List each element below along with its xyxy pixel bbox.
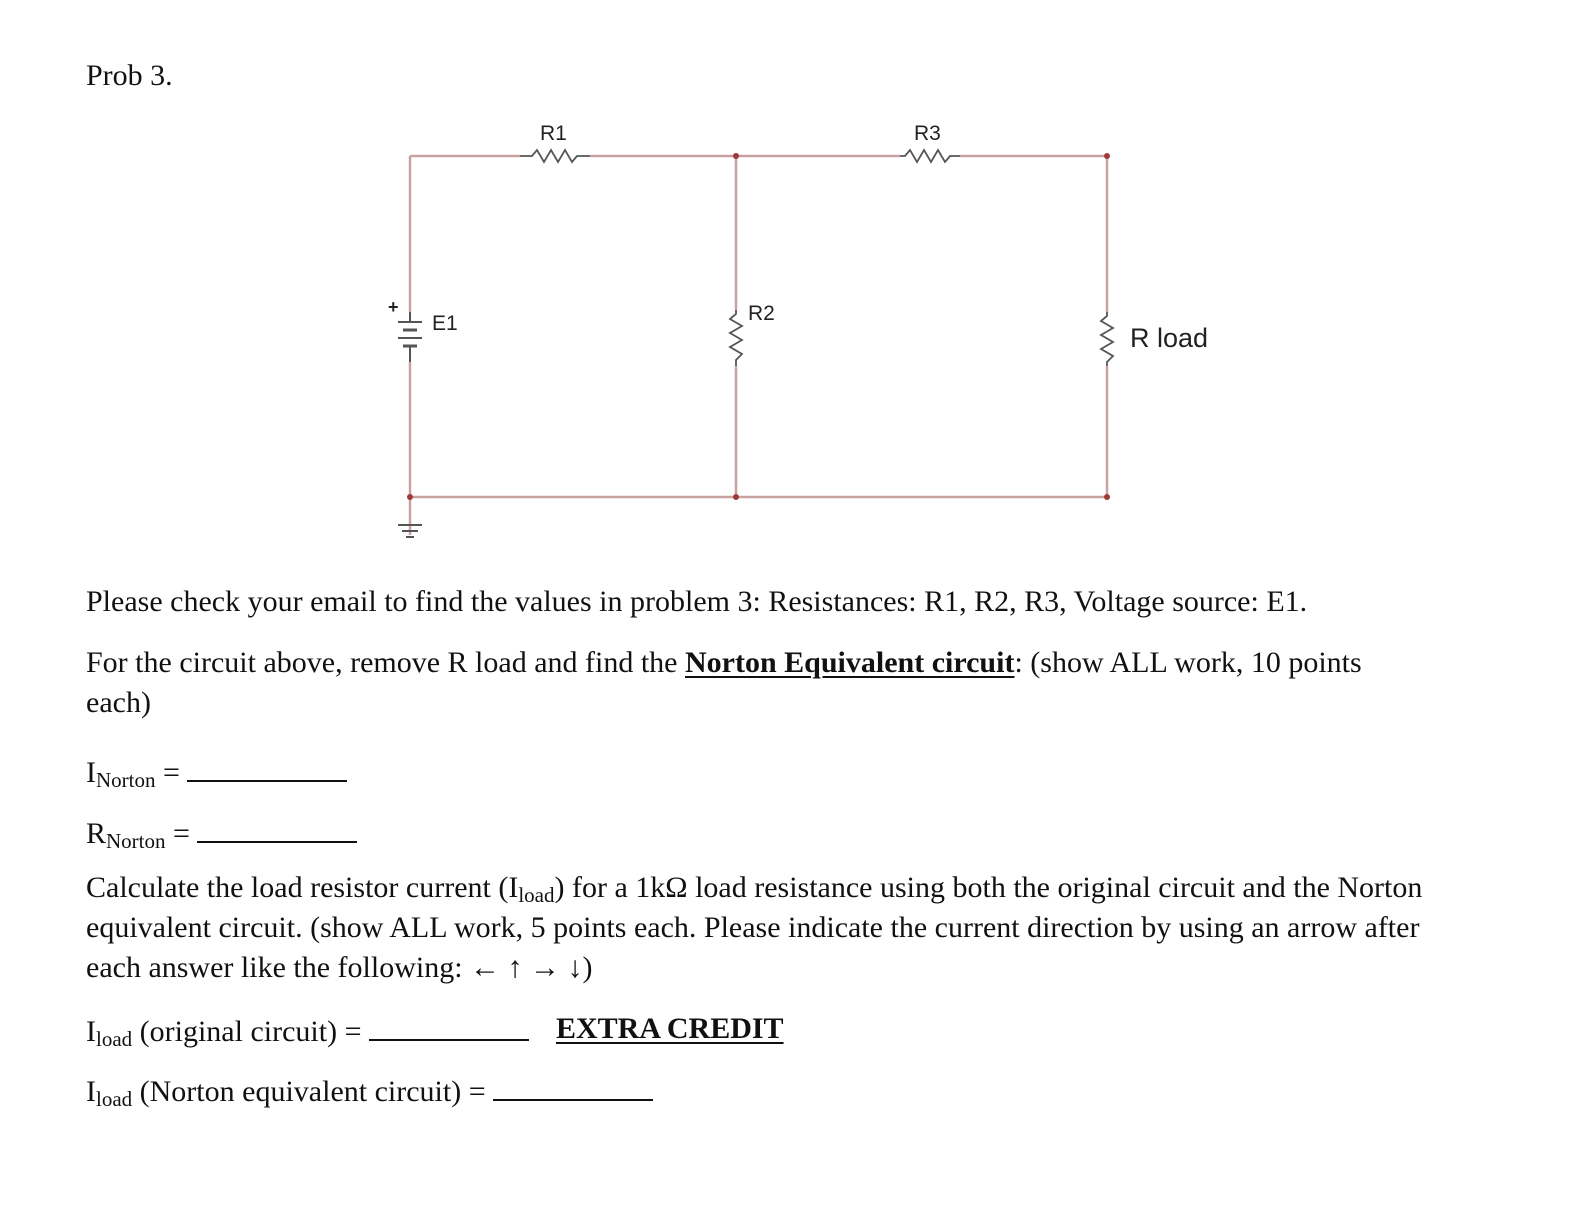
plus-sign: + [388,297,399,317]
instruction-line2: each) [86,686,151,719]
instruction-part1: For the circuit above, remove R load and find the [86,646,685,679]
r3-label: R3 [914,122,941,145]
rload-label: R load [1130,323,1209,353]
iload-norton-label: (Norton equivalent circuit) = [132,1075,486,1108]
load-question-line2: equivalent circuit. (show ALL work, 5 points each. Please indicate the current direction by using an arrow after [86,911,1420,944]
e1-battery [398,312,422,362]
r-norton-row [86,813,357,854]
instruction-line1 [86,645,1362,681]
iload-original-answer-blank[interactable] [369,1011,529,1041]
r3-resistor [900,150,960,162]
i-norton-row [86,752,347,793]
node-bottom-mid [733,494,739,500]
iload-original-symbol: I [86,1015,96,1048]
load-question-part2: ) for a 1kΩ load resistance using both the original circuit and the Norton [554,871,1423,904]
load-question-subscript: load [518,883,555,907]
r2-resistor [730,310,742,366]
iload-original-row [86,1011,529,1052]
r1-label: R1 [540,122,567,145]
r-norton-equals: = [165,817,190,850]
iload-norton-symbol: I [86,1075,96,1108]
node-top-mid [733,153,739,159]
i-norton-subscript: Norton [96,768,156,792]
r2-label: R2 [748,302,775,325]
circuit-diagram [0,0,1592,600]
iload-original-label: (original circuit) = [132,1015,362,1048]
i-norton-answer-blank[interactable] [187,752,347,782]
i-norton-symbol: I [86,756,96,789]
node-bottom-left [407,494,413,500]
wires [410,156,1107,535]
instruction-part2: : (show ALL work, 10 points [1014,646,1362,679]
load-question-part1: Calculate the load resistor current (I [86,871,519,904]
norton-equivalent-emphasis: Norton Equivalent circuit [685,646,1015,679]
problem-title: Prob 3. [86,59,173,92]
values-paragraph: Please check your email to find the values in problem 3: Resistances: R1, R2, R3, Voltage source: E1. [86,585,1308,618]
e1-label: E1 [432,312,458,335]
r-norton-symbol: R [86,817,107,850]
r-norton-answer-blank[interactable] [197,813,357,843]
r1-resistor [520,150,590,162]
node-top-right [1104,153,1110,159]
nodes [407,153,1110,500]
node-bottom-right [1104,494,1110,500]
rload-resistor [1101,312,1113,366]
iload-norton-subscript: load [96,1087,133,1111]
iload-original-subscript: load [96,1027,133,1051]
load-question-line1 [86,870,1422,908]
extra-credit-label: EXTRA CREDIT [556,1012,784,1045]
i-norton-equals: = [155,756,180,789]
iload-norton-row [86,1071,653,1112]
r-norton-subscript: Norton [106,829,166,853]
load-question-line3: each answer like the following: ← ↑ → ↓) [86,951,593,984]
iload-norton-answer-blank[interactable] [493,1071,653,1101]
